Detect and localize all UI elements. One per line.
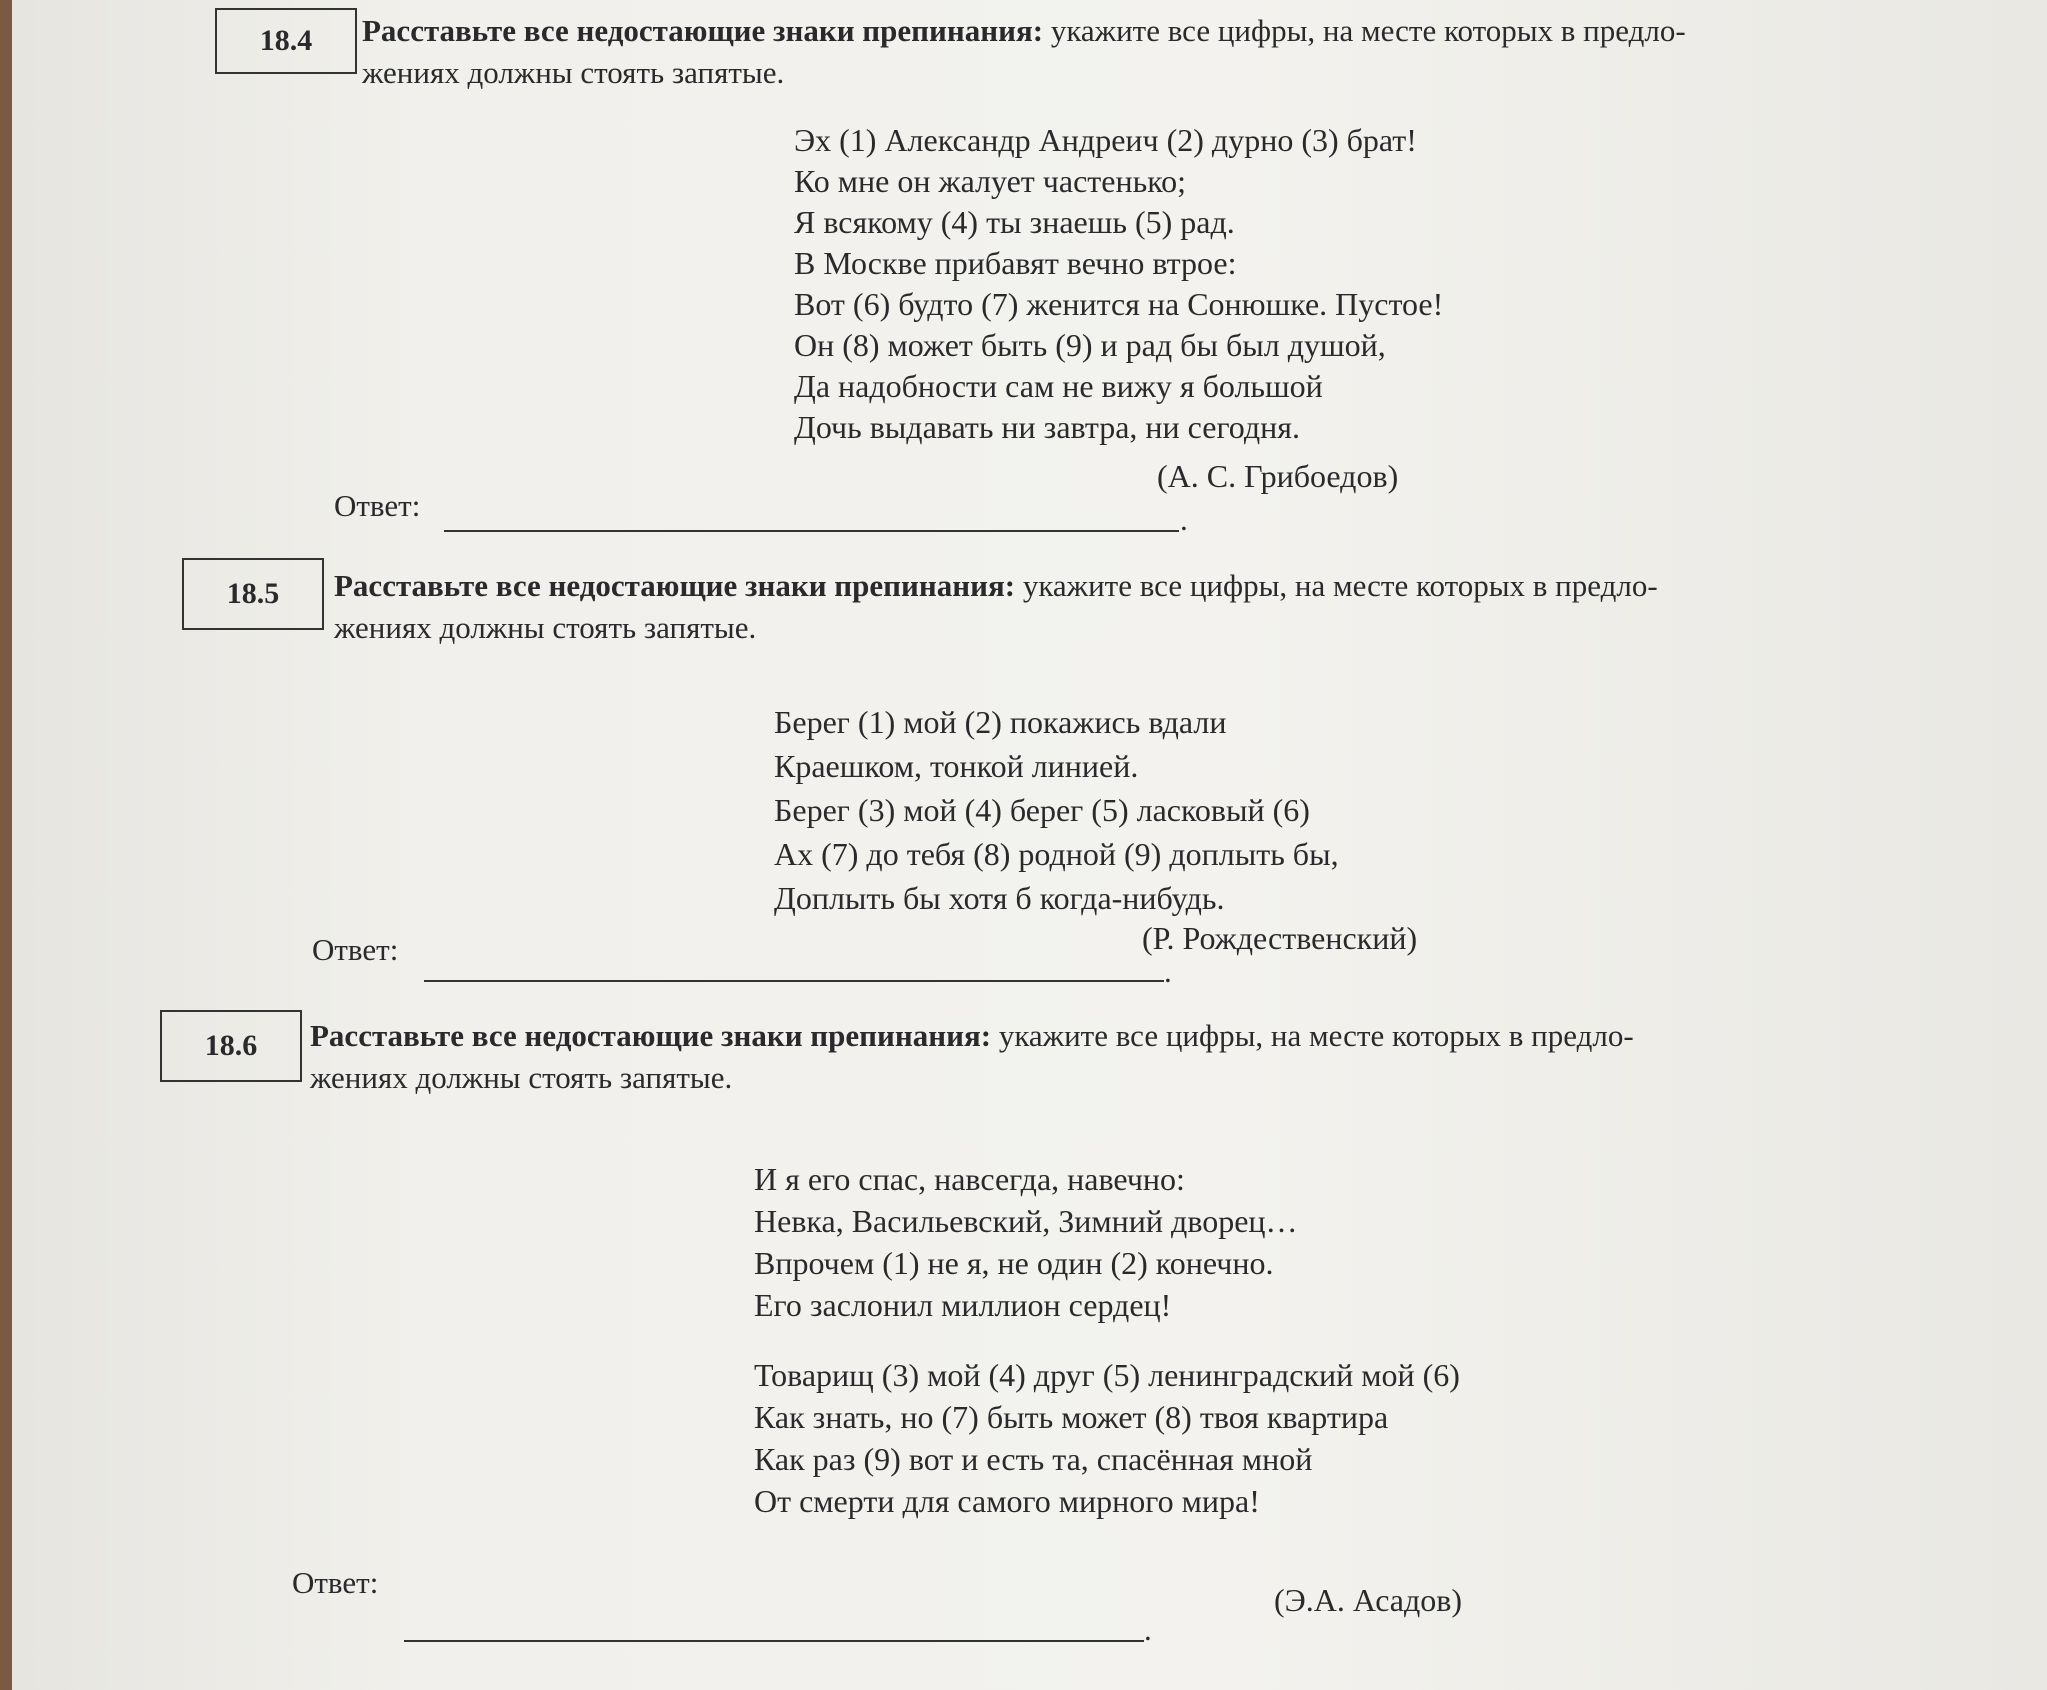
poem-line: Эх (1) Александр Андреич (2) дурно (3) брат! <box>794 122 1417 158</box>
task-instruction <box>362 10 2047 94</box>
poem <box>754 1158 1460 1522</box>
task-number-box <box>215 8 357 74</box>
answer-label: Ответ: <box>334 488 421 523</box>
poem-line: Его заслонил миллион сердец! <box>754 1287 1172 1323</box>
poem-line: Как раз (9) вот и есть та, спасённая мной <box>754 1441 1313 1477</box>
desk-edge <box>0 0 12 1690</box>
instruction-line2: жениях должны стоять запятые. <box>362 55 785 90</box>
poem-line: Ах (7) до тебя (8) родной (9) доплыть бы, <box>774 836 1339 872</box>
answer-field[interactable] <box>404 1640 1144 1642</box>
poem <box>794 120 1443 448</box>
task-number-box <box>182 558 324 630</box>
task-instruction <box>310 1015 2010 1099</box>
answer-label: Ответ: <box>312 932 399 967</box>
instruction-line2: жениях должны стоять запятые. <box>310 1060 733 1095</box>
task-number-box <box>160 1010 302 1082</box>
poem-line: Впрочем (1) не я, не один (2) конечно. <box>754 1245 1274 1281</box>
instruction-bold: Расставьте все недостающие знаки препинания: <box>310 1018 992 1053</box>
instruction-bold: Расставьте все недостающие знаки препинания: <box>334 568 1016 603</box>
poem-line: Ко мне он жалует частенько; <box>794 163 1186 199</box>
task-number: 18.5 <box>226 577 280 610</box>
poem-line: Доплыть бы хотя б когда-нибудь. <box>774 880 1225 916</box>
poem-author: (Э.А. Асадов) <box>1274 1582 1463 1618</box>
poem-line: Как знать, но (7) быть может (8) твоя квартира <box>754 1399 1389 1435</box>
answer-label: Ответ: <box>292 1565 379 1600</box>
answer-dot: . <box>1144 1612 1152 1647</box>
poem-line: Да надобности сам не вижу я большой <box>794 368 1323 404</box>
task-number: 18.4 <box>259 24 313 57</box>
poem-line: В Москве прибавят вечно втрое: <box>794 245 1237 281</box>
poem-line: Я всякому (4) ты знаешь (5) рад. <box>794 204 1235 240</box>
poem-author: (А. С. Грибоедов) <box>1157 458 1399 494</box>
instruction-bold: Расставьте все недостающие знаки препинания: <box>362 13 1044 48</box>
poem-line: Берег (1) мой (2) покажись вдали <box>774 704 1227 740</box>
stanza-gap <box>754 1326 1460 1354</box>
poem <box>774 700 1339 920</box>
poem-line: Дочь выдавать ни завтра, ни сегодня. <box>794 409 1300 445</box>
answer-field[interactable] <box>444 530 1179 532</box>
answer-dot: . <box>1180 502 1188 537</box>
poem-line: И я его спас, навсегда, навечно: <box>754 1161 1185 1197</box>
poem-line: Вот (6) будто (7) женится на Сонюшке. Пустое! <box>794 286 1444 322</box>
poem-line: От смерти для самого мирного мира! <box>754 1483 1260 1519</box>
instruction-line2: жениях должны стоять запятые. <box>334 610 757 645</box>
task-instruction <box>334 565 2034 649</box>
task-number: 18.6 <box>204 1029 258 1062</box>
instruction-rest: укажите все цифры, на месте которых в предло- <box>1015 568 1658 603</box>
poem-line: Краешком, тонкой линией. <box>774 748 1139 784</box>
instruction-rest: укажите все цифры, на месте которых в предло- <box>991 1018 1634 1053</box>
poem-line: Невка, Васильевский, Зимний дворец… <box>754 1203 1298 1239</box>
poem-author: (Р. Рождественский) <box>1142 920 1418 956</box>
worksheet-page <box>12 0 2047 1690</box>
answer-field[interactable] <box>424 980 1164 982</box>
poem-line: Он (8) может быть (9) и рад бы был душой, <box>794 327 1386 363</box>
poem-line: Товарищ (3) мой (4) друг (5) ленинградский мой (6) <box>754 1357 1460 1393</box>
answer-dot: . <box>1164 954 1172 989</box>
instruction-rest: укажите все цифры, на месте которых в предло- <box>1043 13 1686 48</box>
poem-line: Берег (3) мой (4) берег (5) ласковый (6) <box>774 792 1310 828</box>
